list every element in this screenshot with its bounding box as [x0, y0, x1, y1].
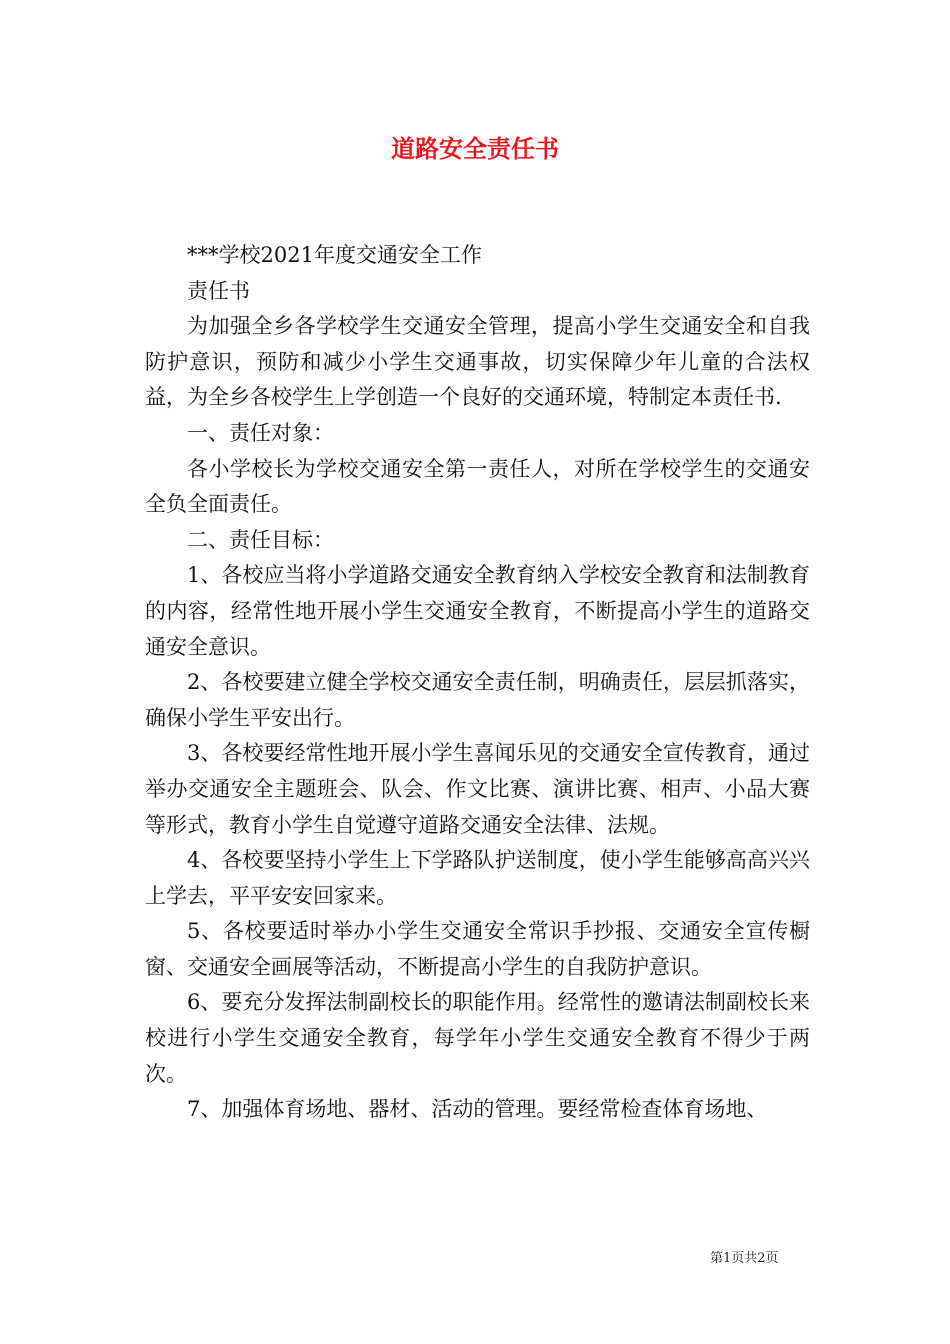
goal-item-5: 5、各校要适时举办小学生交通安全常识手抄报、交通安全宣传橱窗、交通安全画展等活动，不断提高小学生的自我防护意识。 — [145, 919, 810, 979]
section-heading-1: 一、责任对象： — [187, 420, 334, 445]
page-number: 第1页共2页 — [710, 1251, 779, 1266]
school-year-line: ***学校2021年度交通安全工作 — [187, 243, 482, 267]
goal-item-7: 7、加强体育场地、器材、活动的管理。要经常检查体育场地、 — [187, 1097, 768, 1122]
goal-item-2: 2、各校要建立健全学校交通安全责任制，明确责任，层层抓落实，确保小学生平安出行。 — [145, 670, 810, 730]
intro-paragraph: 为加强全乡各学校学生交通安全管理，提高小学生交通安全和自我防护意识，预防和减少小学生交通事故，切实保障少年儿童的合法权益，为全乡各校学生上学创造一个良好的交通环境，特制定本责任书. — [145, 314, 810, 410]
section-heading-2: 二、责任目标： — [187, 527, 334, 552]
document-title: 道路安全责任书 — [391, 134, 559, 163]
goal-item-3: 3、各校要经常性地开展小学生喜闻乐见的交通安全宣传教育，通过举办交通安全主题班会、队会、作文比赛、演讲比赛、相声、小品大赛等形式，教育小学生自觉遵守道路交通安全法律、法规。 — [145, 741, 810, 837]
subtitle-line: 责任书 — [187, 278, 250, 303]
responsibility-paragraph: 各小学校长为学校交通安全第一责任人，对所在学校学生的交通安全负全面责任。 — [145, 456, 810, 517]
document-body — [145, 238, 810, 1128]
goal-item-6: 6、要充分发挥法制副校长的职能作用。经常性的邀请法制副校长来校进行小学生交通安全教育，每学年小学生交通安全教育不得少于两次。 — [145, 990, 810, 1086]
goal-item-4: 4、各校要坚持小学生上下学路队护送制度，使小学生能够高高兴兴上学去，平平安安回家来。 — [145, 848, 810, 908]
goal-item-1: 1、各校应当将小学道路交通安全教育纳入学校安全教育和法制教育的内容，经常性地开展小学生交通安全教育，不断提高小学生的道路交通安全意识。 — [145, 563, 810, 659]
